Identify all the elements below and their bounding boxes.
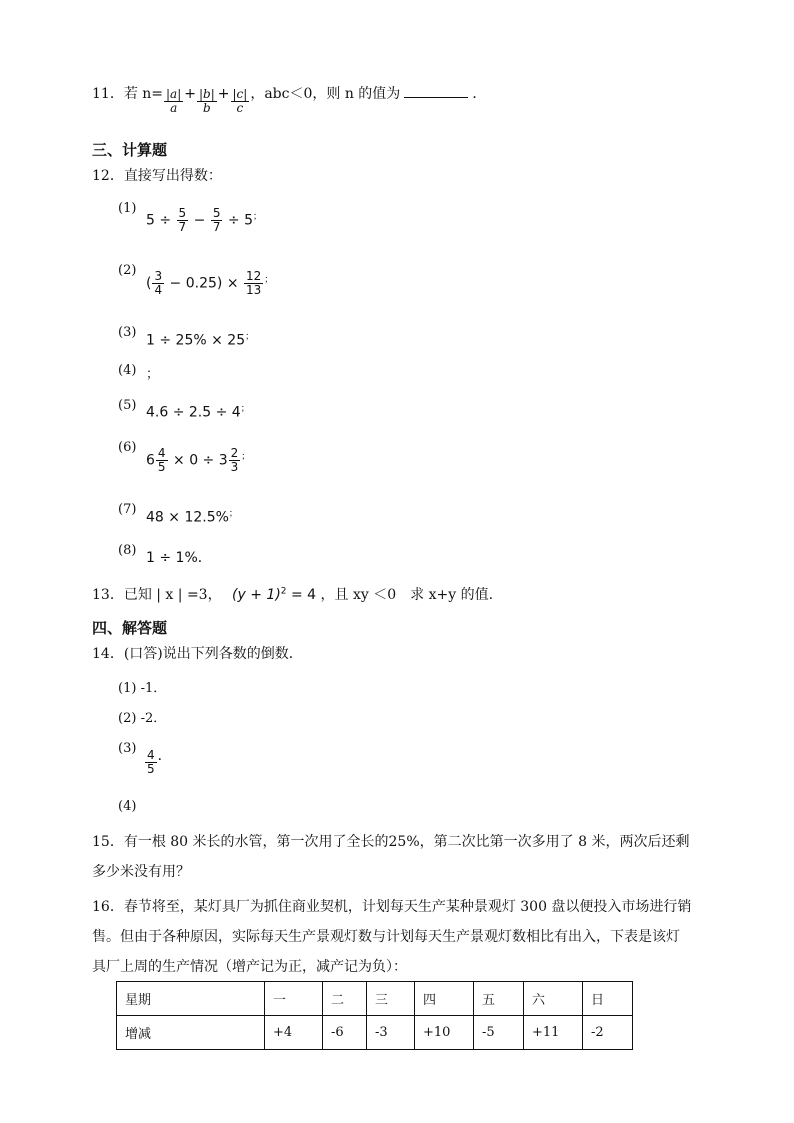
question-14-stem: 14．(口答)说出下列各数的倒数． <box>92 646 303 662</box>
question-16-line-3: 具厂上周的生产情况（增产记为正，减产记为负）： <box>92 959 407 975</box>
table-cell: -3 <box>367 1016 415 1050</box>
table-day: 三 <box>367 982 415 1016</box>
table-day: 二 <box>323 982 367 1016</box>
question-16-line-1: 16．春节将至，某灯具厂为抓住商业契机，计划每天生产某种景观灯 300 盘以便投入市场进行销 <box>92 899 692 915</box>
q12-item-5-expr: 4.6 ÷ 2.5 ÷ 4； <box>146 404 250 421</box>
q12-item-2-label: (2) <box>118 263 137 278</box>
q14-item-1: (1) -1． <box>118 681 167 696</box>
q12-item-1-expr: 5 ÷ $\frac{5}{7}$ − $\frac{5}{7}$ ÷ 5； <box>146 206 263 234</box>
q11-answer-blank[interactable] <box>404 85 468 98</box>
q13-equation: $(y + 1)^2 = 4$ <box>232 586 317 603</box>
question-16-line-2: 售。但由于各种原因，实际每天生产景观灯数与计划每天生产景观灯数相比有出入，下表是该灯 <box>92 929 680 945</box>
q14-item-3-label: (3) <box>118 741 137 756</box>
question-13: 13．已知 | x | =3， $(y + 1)^2 = 4$ ，且 xy ＜0 求 x+y 的值. <box>92 586 494 603</box>
q11-fraction-c: $\frac{|c|}{c}$ <box>232 87 248 115</box>
table-cell: +10 <box>415 1016 474 1050</box>
table-cell: +11 <box>524 1016 583 1050</box>
section-4-heading: 四、解答题 <box>92 619 168 637</box>
section-3-heading: 三、计算题 <box>92 141 168 159</box>
table-cell: -6 <box>323 1016 367 1050</box>
q12-item-2-expr: ( $\frac{3}{4}$ − 0.25) × $\frac{12}{13}$ ； <box>146 269 274 297</box>
table-row-label: 增减 <box>117 1016 265 1050</box>
question-11: 11．若 n= $\frac{|a|}{a}$ + $\frac{|b|}{b}$ + $\frac{|c|}{c}$ ，abc＜0，则 n 的值为 ． <box>92 86 487 115</box>
q12-item-3-label: (3) <box>118 325 137 340</box>
table-day: 六 <box>524 982 583 1016</box>
table-cell: +4 <box>265 1016 323 1050</box>
question-12-stem: 12．直接写出得数： <box>92 168 222 184</box>
table-day: 日 <box>583 982 633 1016</box>
q11-fraction-a: $\frac{|a|}{a}$ <box>166 87 182 115</box>
production-table <box>116 981 633 1050</box>
q14-item-2: (2) -2． <box>118 711 167 726</box>
q12-item-3-expr: 1 ÷ 25% × 25； <box>146 332 255 349</box>
q12-item-7-label: (7) <box>118 502 137 517</box>
question-15-line-1: 15．有一根 80 米长的水管，第一次用了全长的25%，第二次比第一次多用了 8 米，两次后还剩 <box>92 834 690 850</box>
q14-item-4: (4) <box>118 799 137 814</box>
q11-fraction-b: $\frac{|b|}{b}$ <box>199 87 215 115</box>
table-row-changes <box>117 1016 633 1050</box>
q12-item-4-label: (4) <box>118 363 137 378</box>
q12-item-6-label: (6) <box>118 440 137 455</box>
table-header-label: 星期 <box>117 982 265 1016</box>
table-day: 四 <box>415 982 474 1016</box>
table-cell: -5 <box>474 1016 524 1050</box>
q12-item-6-expr: 6 $\frac{4}{5}$ × 0 ÷ 3 $\frac{2}{3}$ ； <box>146 446 251 474</box>
q12-item-8-expr: 1 ÷ 1%． <box>146 550 212 566</box>
q12-item-8-label: (8) <box>118 543 137 558</box>
table-row-weekdays <box>117 982 633 1016</box>
q12-item-1-label: (1) <box>118 201 137 216</box>
q11-prefix: 11．若 n= <box>92 86 164 102</box>
table-day: 一 <box>265 982 323 1016</box>
q11-suffix: ，abc＜0，则 n 的值为 <box>250 86 401 102</box>
table-cell: -2 <box>583 1016 633 1050</box>
q12-item-5-label: (5) <box>118 398 137 413</box>
q12-item-7-expr: 48 × 12.5%； <box>146 509 238 526</box>
table-day: 五 <box>474 982 524 1016</box>
q14-item-3-expr: $\frac{4}{5}$ ． <box>147 747 172 776</box>
q12-item-4-expr: ； <box>146 367 160 382</box>
question-15-line-2: 多少米没有用？ <box>92 864 190 880</box>
